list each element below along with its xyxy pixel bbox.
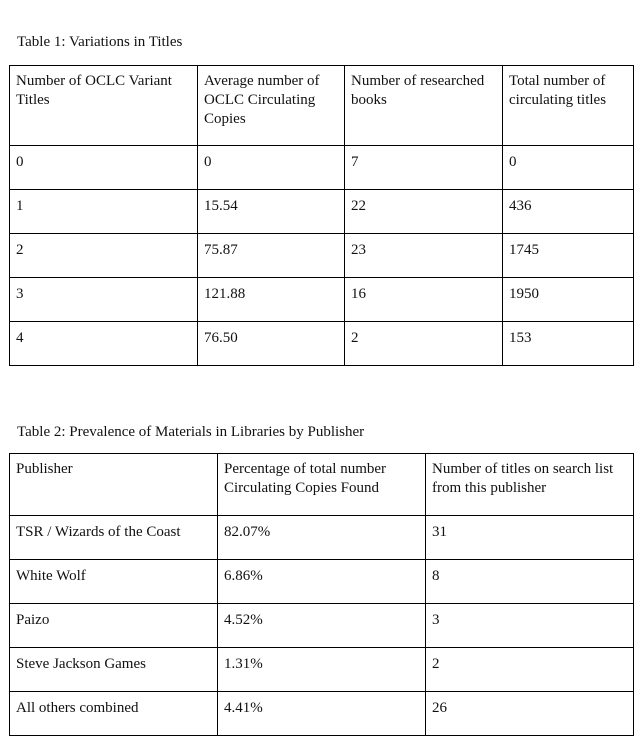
table1-cell: 436 (503, 190, 634, 234)
table1-cell: 15.54 (198, 190, 345, 234)
table2-cell: 26 (426, 692, 634, 736)
publisher-prevalence-table (9, 453, 634, 736)
table2-header-cell: Percentage of total number Circulating Copies Found (218, 454, 426, 516)
table1-header-cell: Total number of circulating titles (503, 66, 634, 146)
table1-header-cell: Number of researched books (345, 66, 503, 146)
table-row (10, 278, 634, 322)
table1-cell: 153 (503, 322, 634, 366)
table1-header-row (10, 66, 634, 146)
table2-cell: Steve Jackson Games (10, 648, 218, 692)
table-row (10, 604, 634, 648)
table2-cell: 82.07% (218, 516, 426, 560)
table1-cell: 76.50 (198, 322, 345, 366)
table1-cell: 0 (503, 146, 634, 190)
table1-cell: 2 (10, 234, 198, 278)
table1-cell: 0 (198, 146, 345, 190)
table1-cell: 23 (345, 234, 503, 278)
table1-cell: 2 (345, 322, 503, 366)
table2-cell: 31 (426, 516, 634, 560)
table-row (10, 190, 634, 234)
table1-cell: 3 (10, 278, 198, 322)
table2-cell: 1.31% (218, 648, 426, 692)
table2-header-cell: Publisher (10, 454, 218, 516)
table-row (10, 692, 634, 736)
table2-cell: 2 (426, 648, 634, 692)
table1-cell: 0 (10, 146, 198, 190)
table2-header-cell: Number of titles on search list from this publisher (426, 454, 634, 516)
table-row (10, 560, 634, 604)
table1-cell: 1745 (503, 234, 634, 278)
table2-cell: Paizo (10, 604, 218, 648)
table2-cell: All others combined (10, 692, 218, 736)
table1-cell: 4 (10, 322, 198, 366)
table2-cell: 4.52% (218, 604, 426, 648)
table2-cell: 8 (426, 560, 634, 604)
table1-cell: 1950 (503, 278, 634, 322)
table1-cell: 7 (345, 146, 503, 190)
variations-in-titles-table (9, 65, 634, 366)
table-row (10, 516, 634, 560)
table1-cell: 16 (345, 278, 503, 322)
table-row (10, 322, 634, 366)
table2-header-row (10, 454, 634, 516)
table2-cell: TSR / Wizards of the Coast (10, 516, 218, 560)
table2-cell: 4.41% (218, 692, 426, 736)
table1-cell: 1 (10, 190, 198, 234)
table2-cell: 3 (426, 604, 634, 648)
table-row (10, 234, 634, 278)
table2-cell: White Wolf (10, 560, 218, 604)
table-row (10, 146, 634, 190)
table1-cell: 75.87 (198, 234, 345, 278)
table1-header-cell: Average number of OCLC Circulating Copies (198, 66, 345, 146)
table1-header-cell: Number of OCLC Variant Titles (10, 66, 198, 146)
table2-caption: Table 2: Prevalence of Materials in Libraries by Publisher (17, 424, 365, 440)
table1-cell: 22 (345, 190, 503, 234)
table2-cell: 6.86% (218, 560, 426, 604)
table1-cell: 121.88 (198, 278, 345, 322)
table1-caption: Table 1: Variations in Titles (17, 34, 183, 50)
table-row (10, 648, 634, 692)
